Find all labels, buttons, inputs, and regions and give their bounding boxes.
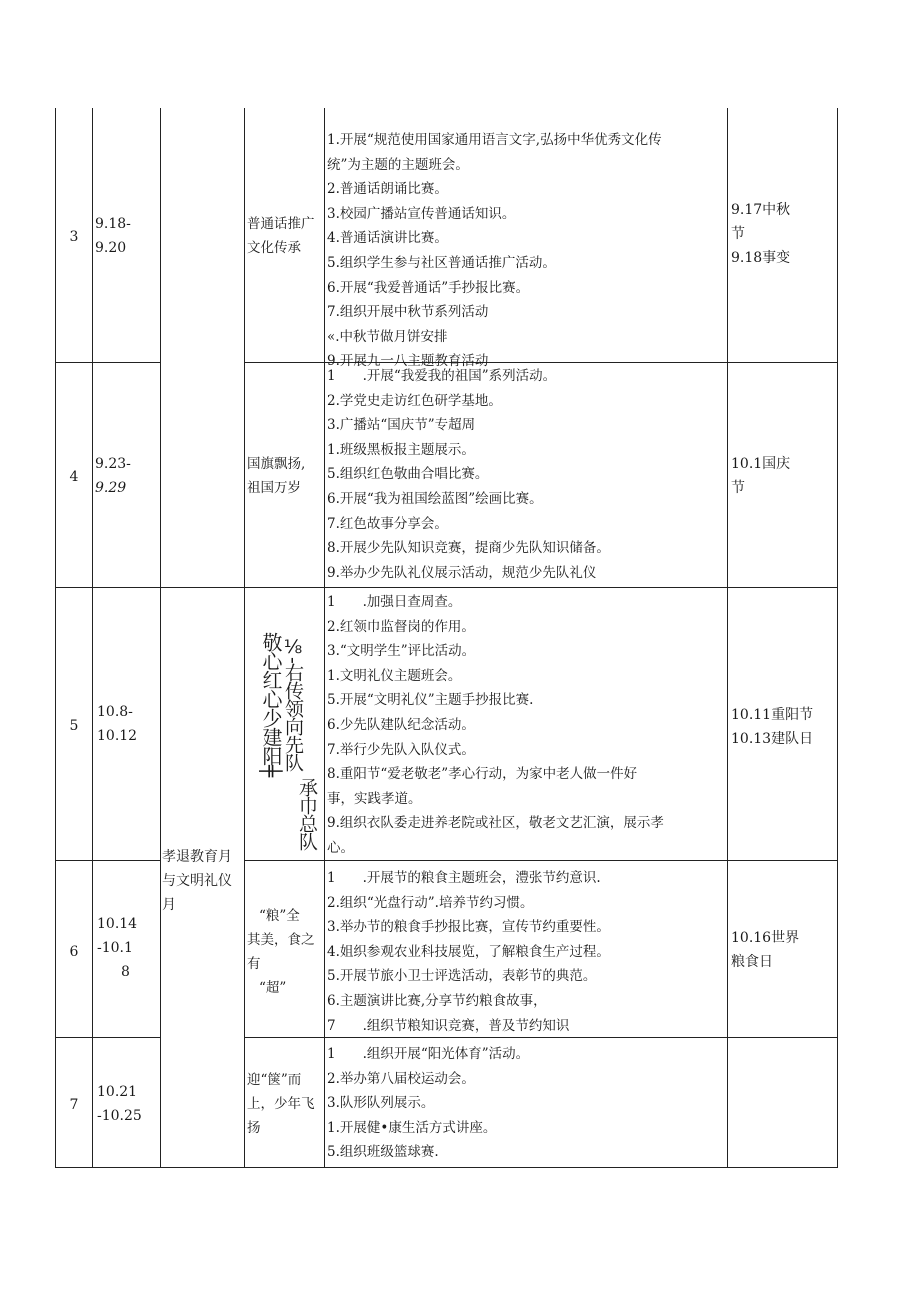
activity-list (327, 364, 727, 586)
activity-item: 6.开展“我为祖国绘蓝图”绘画比赛。 (327, 490, 543, 507)
date-cell: 10.8- 10.12 (97, 704, 138, 744)
activity-item: 8.重阳节“爱老敬老”孝心行动，为家中老人做一件好 (327, 766, 638, 783)
activity-item: 3.校园广播站宣传普通话知识。 (327, 205, 516, 222)
theme-cell: “粮”全 其美，食之 有 “超” (247, 908, 315, 996)
table-divider-theme-items (324, 108, 325, 1168)
table-divider-items-note (727, 108, 728, 1168)
date-cell: 9.18- 9.20 (95, 216, 131, 256)
theme-vertical-text: ⅛-右传领向先队 (282, 636, 304, 771)
activity-item: 1.开展健•康生活方式讲座。 (327, 1119, 497, 1136)
activity-item: 3.举办节的粮食手抄报比赛，宣传节约重要性。 (327, 919, 610, 936)
activity-item: 6.少先队建队纪念活动。 (327, 716, 475, 733)
table-border-right (837, 108, 838, 1168)
activity-item: 4.普通话演讲比赛。 (327, 230, 448, 247)
activity-item: 1 .组织开展“阳光体育”活动。 (327, 1046, 530, 1062)
activity-item: 7 .组织节粮知识竞赛，普及节约知识 (327, 1017, 570, 1034)
activity-item: 1 .开展节的粮食主题班会，澧张节约意识. (327, 870, 601, 886)
theme-cell: 普通话推广 文化传承 (247, 216, 315, 256)
activity-item: 5.组织班级篮球赛. (327, 1144, 439, 1161)
row-divider-5-6 (244, 860, 838, 861)
row-number: 3 (69, 229, 79, 245)
note-cell: 10.11重阳节 10.13建队日 (731, 707, 814, 747)
theme-vertical-text: 敬心红心少建阳╪ (259, 632, 283, 777)
row-number: 4 (69, 469, 79, 485)
note-cell: 9.17中秋 节 9.18事变 (731, 202, 791, 266)
activity-item: 9.开展九一八主题教育活动 (327, 353, 489, 370)
date-cell: 9.23- 9.29 (95, 456, 131, 496)
activity-item: 3.“文明学生”评比活动。 (327, 643, 476, 660)
activity-item: 1 .开展“我爱我的祖国”系列活动。 (327, 368, 557, 384)
activity-item: 9.举办少先队礼仪展示活动，规范少先队礼仪 (327, 564, 597, 581)
note-cell: 10.1国庆 节 (731, 456, 791, 496)
theme-vertical-text: 承巾总队 (296, 778, 318, 850)
activity-item: 5.开展“文明礼仪”主题手抄报比赛. (327, 692, 534, 709)
month-theme-cell: 孝退教育月 与文明礼仪 月 (162, 849, 232, 913)
activity-item: 心。 (327, 839, 354, 856)
activity-item: 事，实践孝道。 (327, 790, 422, 807)
activity-item: 3.广播站“国庆节”专超周 (327, 417, 476, 434)
activity-item: 7.红色故事分享会。 (327, 515, 448, 532)
row-divider-4-5 (55, 587, 838, 588)
row-number: 6 (69, 944, 79, 960)
activity-item: 9.组织衣队委走进养老院或社区，敬老文艺汇演，展示孝 (327, 815, 664, 832)
activity-item: 6.主题演讲比赛,分享节约粮食故事， (327, 992, 547, 1009)
activity-item: 2.组织“光盘行动”.培养节约习惯。 (327, 894, 534, 911)
activity-item: 2.红领巾监督岗的作用。 (327, 618, 475, 635)
activity-item: 1.文明礼仪主题班会。 (327, 667, 462, 684)
activity-list (327, 590, 727, 860)
activity-item: 6.开展“我爱普通话”手抄报比赛。 (327, 279, 530, 296)
activity-item: 5.开展节旅小卫士评选活动，表彰节的典范。 (327, 968, 597, 985)
activity-item: 2.学党史走访红色研学基地。 (327, 392, 502, 409)
activity-list (327, 866, 727, 1037)
row-number: 7 (69, 1097, 79, 1113)
activity-list (327, 128, 727, 374)
row-divider-3-4 (55, 362, 161, 363)
note-cell: 10.16世界 粮食日 (731, 930, 800, 970)
activity-item: 4.姐织参观农业科技展览，了解粮食生产过程。 (327, 943, 610, 960)
row-divider-6-7 (55, 1037, 161, 1038)
activity-item: 2.普通话朗诵比赛。 (327, 181, 448, 198)
activity-item: 7.组织开展中秋节系列活动 (327, 304, 489, 321)
activity-item: 2.举办第八届校运动会。 (327, 1070, 475, 1087)
activity-item: 3.队形队列展示。 (327, 1095, 435, 1112)
activity-item: 7.举行少先队入队仪式。 (327, 741, 475, 758)
row-divider-5-6 (55, 860, 161, 861)
activity-item: 8.开展少先队知识竞赛，提商少先队知识储备。 (327, 540, 610, 557)
activity-item: 1.开展“规范使用国家通用语言文字,弘扬中华优秀文化传 (327, 132, 662, 148)
row-number: 5 (69, 718, 79, 734)
theme-cell: 迎“箧”而 上，少年飞 扬 (247, 1072, 315, 1136)
date-cell: 10.14 -10.1 8 (97, 916, 138, 980)
table-border-bottom (55, 1167, 838, 1168)
row-divider-6-7 (244, 1037, 838, 1038)
activity-list (327, 1042, 727, 1167)
table-divider-no-date (92, 108, 93, 1168)
theme-cell: 国旗飘扬, 祖国万岁 (247, 456, 306, 496)
activity-item: 1.班级黑板报主题展示。 (327, 441, 475, 458)
date-cell: 10.21 -10.25 (97, 1084, 142, 1124)
activity-item: 5.组织学生参与社区普通话推广活动。 (327, 254, 556, 271)
activity-item: «.中秋节做月饼安排 (327, 328, 448, 345)
activity-item: 统”为主题的主题班会。 (327, 156, 469, 173)
table-border-left (55, 108, 56, 1168)
activity-item: 1 .加强日查周查。 (327, 594, 462, 610)
table-divider-month-theme (244, 108, 245, 1168)
activity-item: 5.组织红色敬曲合唱比赛。 (327, 466, 489, 483)
table-divider-date-month (160, 108, 161, 1168)
